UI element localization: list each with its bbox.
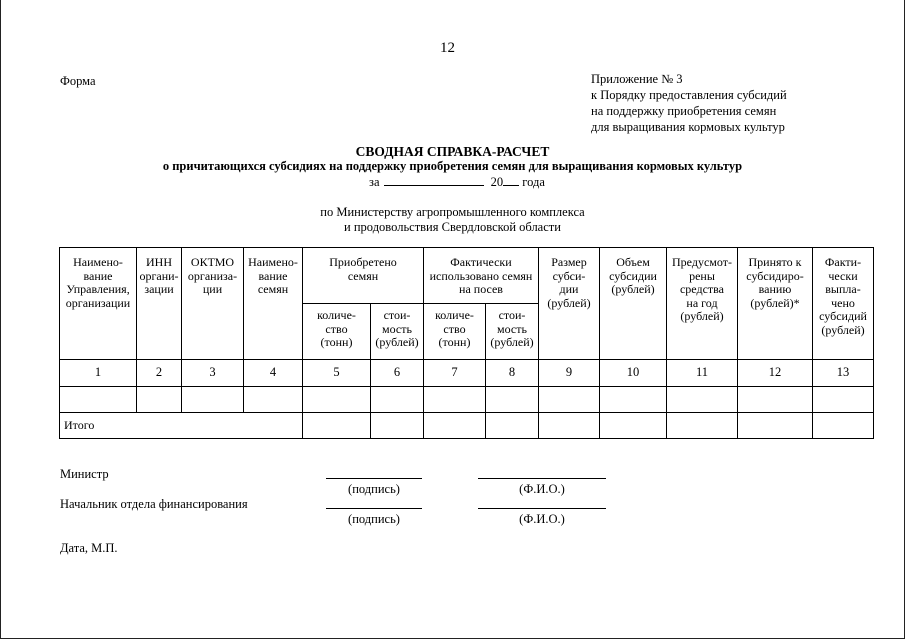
table-cell <box>424 413 486 439</box>
table-cell <box>600 413 667 439</box>
period-year-prefix: 20 <box>490 175 504 189</box>
table-cell <box>60 387 137 413</box>
table-cell <box>539 387 600 413</box>
table-cell <box>667 387 738 413</box>
column-number: 4 <box>244 360 303 387</box>
header-accepted: Принято к субсидиро- ванию (рублей)* <box>738 248 813 360</box>
table-cell <box>813 387 874 413</box>
appendix-line-3: на поддержку приобретения семян <box>591 104 777 118</box>
total-row <box>60 413 874 439</box>
subsidy-table <box>59 247 874 439</box>
column-number: 8 <box>486 360 539 387</box>
appendix-block <box>591 71 787 135</box>
column-number: 11 <box>667 360 738 387</box>
table-cell <box>244 387 303 413</box>
header-oktmo: ОКТМО организа- ции <box>182 248 244 360</box>
table-cell <box>371 387 424 413</box>
table-row-empty <box>60 387 874 413</box>
document-subtitle: о причитающихся субсидиях на поддержку приобретения семян для выращивания кормовых культур <box>162 159 743 173</box>
header-row-1 <box>60 248 874 304</box>
column-number: 9 <box>539 360 600 387</box>
period-prefix: за <box>369 175 380 189</box>
column-number: 2 <box>137 360 182 387</box>
total-label: Итого <box>60 413 303 439</box>
period-date-blank <box>384 174 484 186</box>
table-cell <box>303 413 371 439</box>
minister-name-line: (Ф.И.О.) <box>478 478 606 497</box>
header-acquired-seeds: Приобретено семян <box>303 248 424 304</box>
period-line <box>369 174 545 190</box>
table-cell <box>182 387 244 413</box>
table-cell <box>424 387 486 413</box>
finance-head-signature-line: (подпись) <box>326 508 422 527</box>
table-cell <box>600 387 667 413</box>
table-cell <box>667 413 738 439</box>
table-cell <box>371 413 424 439</box>
column-number: 10 <box>600 360 667 387</box>
page-number: 12 <box>440 40 455 56</box>
header-seed-name: Наимено- вание семян <box>244 248 303 360</box>
header-inn: ИНН органи- зации <box>137 248 182 360</box>
appendix-line-2: к Порядку предоставления субсидий <box>591 88 787 102</box>
column-number: 7 <box>424 360 486 387</box>
header-paid: Факти- чески выпла- чено субсидий (рублей) <box>813 248 874 360</box>
form-label: Форма <box>60 74 96 88</box>
finance-head-name-line: (Ф.И.О.) <box>478 508 606 527</box>
header-subsidy-amount: Объем субсидии (рублей) <box>600 248 667 360</box>
table-cell <box>486 413 539 439</box>
ministry-block <box>0 205 905 235</box>
table-cell <box>303 387 371 413</box>
appendix-line-1: Приложение № 3 <box>591 72 683 86</box>
column-number: 5 <box>303 360 371 387</box>
minister-signature-line: (подпись) <box>326 478 422 497</box>
document-title: СВОДНАЯ СПРАВКА-РАСЧЕТ <box>355 144 550 159</box>
column-number: 1 <box>60 360 137 387</box>
table-cell <box>539 413 600 439</box>
header-planned-funds: Предусмот- рены средства на год (рублей) <box>667 248 738 360</box>
date-stamp-label: Дата, М.П. <box>60 541 118 555</box>
table-cell <box>738 413 813 439</box>
header-used-seeds: Фактически использовано семян на посев <box>424 248 539 304</box>
column-number: 12 <box>738 360 813 387</box>
column-number: 6 <box>371 360 424 387</box>
column-number: 3 <box>182 360 244 387</box>
column-number: 13 <box>813 360 874 387</box>
appendix-line-4: для выращивания кормовых культур <box>591 120 785 134</box>
header-organization: Наимено- вание Управления, организации <box>60 248 137 360</box>
table-cell <box>738 387 813 413</box>
header-subsidy-rate: Размер субси- дии (рублей) <box>539 248 600 360</box>
header-used-qty: количе- ство (тонн) <box>424 304 486 360</box>
column-number-row <box>60 360 874 387</box>
header-used-cost: стои- мость (рублей) <box>486 304 539 360</box>
period-year-blank <box>503 174 519 186</box>
minister-label: Министр <box>60 467 109 481</box>
finance-head-label: Начальник отдела финансирования <box>60 497 248 511</box>
header-acquired-cost: стои- мость (рублей) <box>371 304 424 360</box>
period-suffix: года <box>522 175 545 189</box>
table-cell <box>813 413 874 439</box>
ministry-line-2: и продовольствия Свердловской области <box>344 220 561 234</box>
table-cell <box>486 387 539 413</box>
table-cell <box>137 387 182 413</box>
ministry-line-1: по Министерству агропромышленного комплекса <box>320 205 585 219</box>
header-acquired-qty: количе- ство (тонн) <box>303 304 371 360</box>
